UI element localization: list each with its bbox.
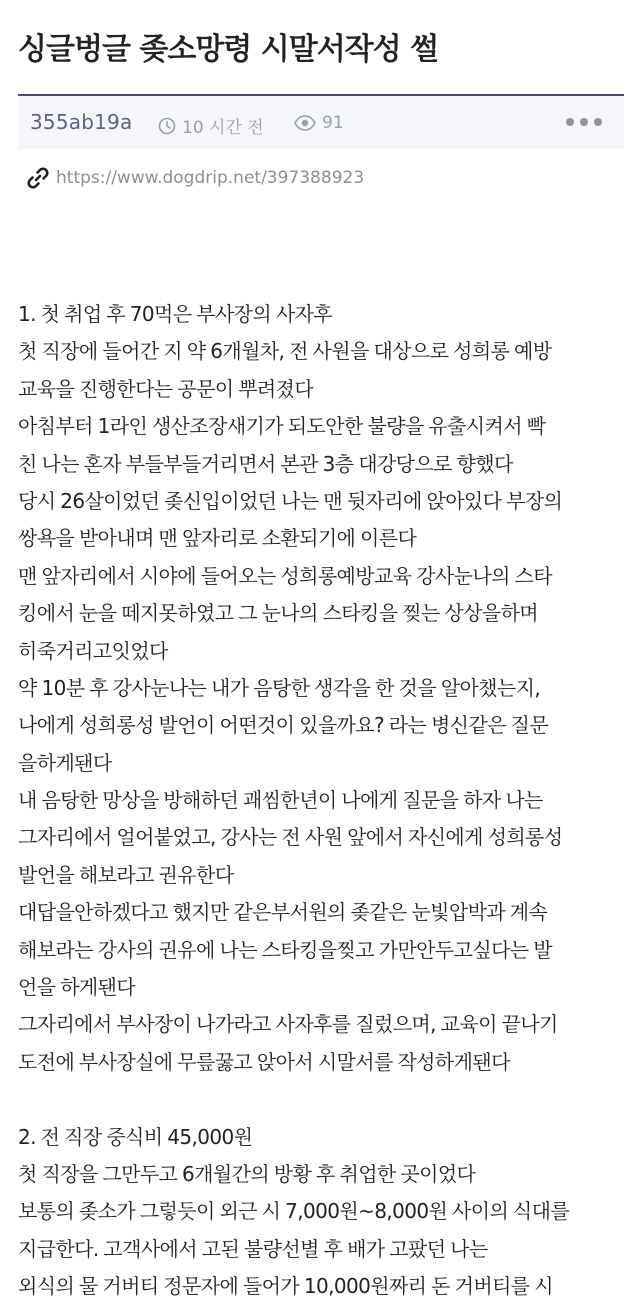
body-line: 첫 직장에 들어간 지 약 6개월차, 전 사원을 대상으로 성희롱 예방 bbox=[18, 339, 552, 364]
body-line: 그자리에서 부사장이 나가라고 사자후를 질렀으며, 교육이 끝나기 bbox=[18, 1012, 558, 1037]
body-line: 첫 직장을 그만두고 6개월간의 방황 후 취업한 곳이었다 bbox=[18, 1161, 476, 1186]
eye-icon bbox=[294, 115, 316, 131]
body-line: 쌍욕을 받아내며 맨 앞자리로 소환되기에 이른다 bbox=[18, 526, 417, 551]
post-meta-bar bbox=[18, 94, 624, 150]
post-time bbox=[158, 113, 264, 138]
body-line bbox=[18, 1081, 630, 1118]
body-line: 친 나는 혼자 부들부들거리면서 본관 3층 대강당으로 향했다 bbox=[18, 451, 513, 476]
body-line: 지급한다. 고객사에서 고된 불량선별 후 배가 고팠던 나는 bbox=[18, 1236, 488, 1261]
body-line: 발언을 해보라고 권유한다 bbox=[18, 862, 234, 887]
body-line: 맨 앞자리에서 시야에 들어오는 성희롱예방교육 강사눈나의 스타 bbox=[18, 563, 552, 588]
body-line: 언을 하게됀다 bbox=[18, 975, 136, 1000]
body-line: 당시 26살이었던 좆신입이었던 나는 맨 뒷자리에 앉아있다 부장의 bbox=[18, 488, 563, 513]
body-line: 을하게됀다 bbox=[18, 750, 112, 775]
body-line: 내 음탕한 망상을 방해하던 괘씸한년이 나에게 질문을 하자 나는 bbox=[18, 788, 543, 813]
link-icon bbox=[26, 166, 50, 190]
more-dot bbox=[580, 118, 588, 126]
body-line: 2. 전 직장 중식비 45,000원 bbox=[18, 1124, 253, 1149]
post-link[interactable]: https://www.dogdrip.net/397388923 bbox=[56, 168, 365, 188]
body-line: 교육을 진행한다는 공문이 뿌려졌다 bbox=[18, 376, 314, 401]
post-body bbox=[18, 296, 630, 1306]
post-link-row[interactable] bbox=[26, 166, 364, 190]
body-line: 그자리에서 얼어붙었고, 강사는 전 사원 앞에서 자신에게 성희롱성 bbox=[18, 825, 563, 850]
post-time-text: 10 시간 전 bbox=[182, 118, 264, 138]
author-name[interactable]: 355ab19a bbox=[30, 110, 133, 134]
view-count bbox=[294, 113, 344, 133]
more-dots-icon[interactable] bbox=[566, 110, 602, 134]
body-line: 1. 첫 취업 후 70먹은 부사장의 사자후 bbox=[18, 302, 333, 326]
body-line: 히죽거리고잇었다 bbox=[18, 638, 168, 663]
view-count-text: 91 bbox=[322, 113, 344, 133]
body-line: 외식의 물 거버티 정문자에 들어가 10,000원짜리 돈 거버티를 시 bbox=[18, 1274, 553, 1299]
body-line: 아침부터 1라인 생산조장새기가 되도안한 불량을 유출시켜서 빡 bbox=[18, 414, 546, 439]
body-line: 보통의 좆소가 그렇듯이 외근 시 7,000원~8,000원 사이의 식대를 bbox=[18, 1199, 570, 1224]
body-line: 약 10분 후 강사눈나는 내가 음탕한 생각을 한 것을 알아챘는지, bbox=[18, 675, 541, 700]
clock-icon bbox=[158, 117, 176, 135]
body-line: 나에게 성희롱성 발언이 어떤것이 있을까요? 라는 병신같은 질문 bbox=[18, 713, 549, 738]
more-dot bbox=[594, 118, 602, 126]
body-line: 킹에서 눈을 떼지못하였고 그 눈나의 스타킹을 찢는 상상을하며 bbox=[18, 601, 539, 626]
body-line: 해보라는 강사의 권유에 나는 스타킹을찢고 가만안두고싶다는 발 bbox=[18, 937, 552, 962]
more-dot bbox=[566, 118, 574, 126]
body-line: 대답을안하겠다고 했지만 같은부서원의 좆같은 눈빛압박과 계속 bbox=[18, 900, 548, 925]
body-line: 도전에 부사장실에 무릎꿇고 앉아서 시말서를 작성하게됀다 bbox=[18, 1049, 510, 1074]
post-title: 싱글벙글 좆소망령 시말서작성 썰 bbox=[18, 32, 439, 67]
